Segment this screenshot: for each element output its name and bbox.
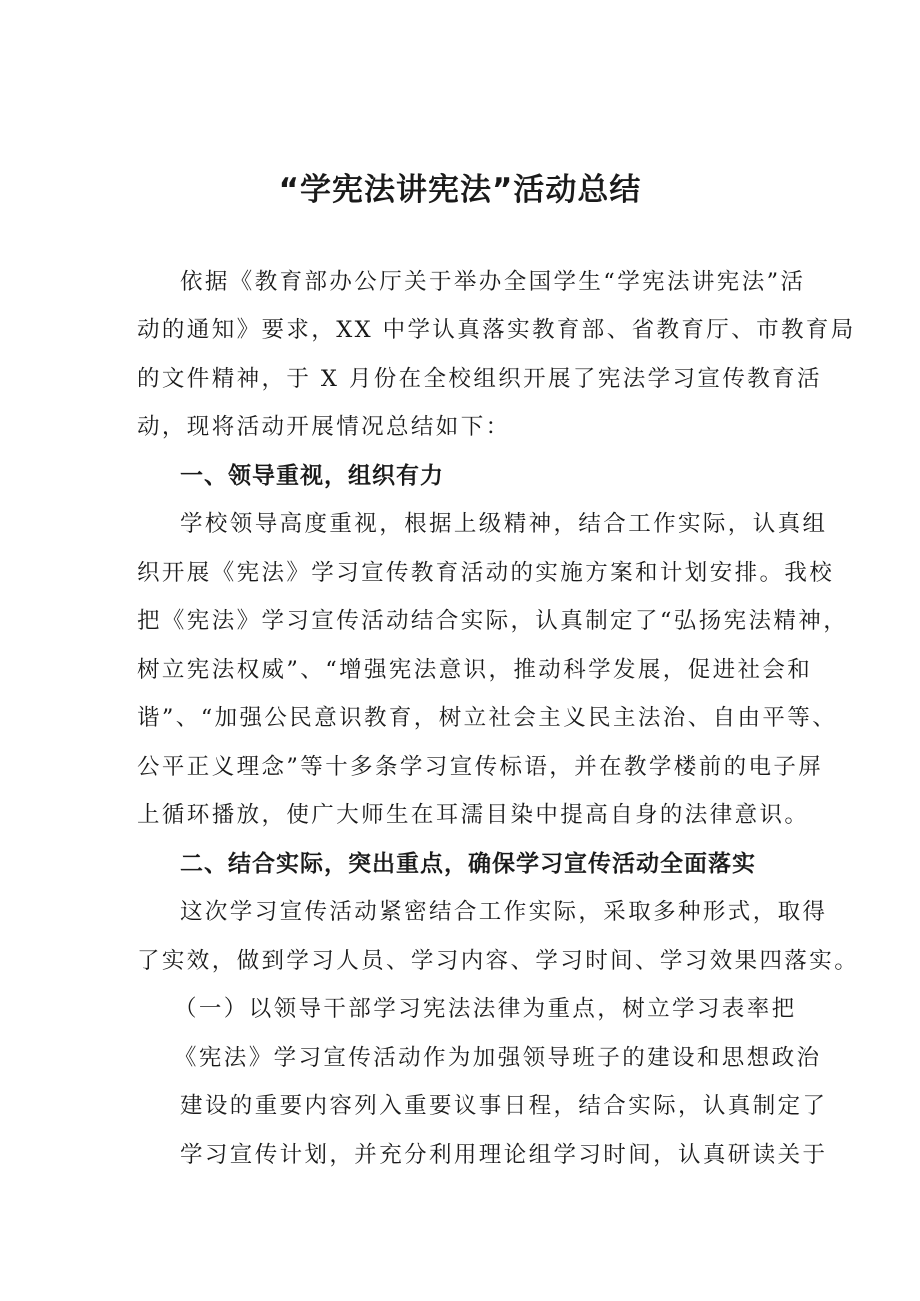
- paragraph-2-line-7: 上循环播放，使广大师生在耳濡目染中提高自身的法律意识。: [137, 802, 810, 828]
- paragraph-3-line-2: 了实效，做到学习人员、学习内容、学习时间、学习效果四落实。: [137, 948, 860, 974]
- section-heading-2: 二、结合实际，突出重点，确保学习宣传活动全面落实: [180, 851, 756, 877]
- paragraph-4-line-3: 建设的重要内容列入重要议事日程，结合实际，认真制定了: [180, 1093, 828, 1119]
- paragraph-3-line-1: 这次学习宣传活动紧密结合工作实际，采取多种形式，取得: [180, 899, 828, 925]
- document-title: “学宪法讲宪法”活动总结: [278, 172, 642, 208]
- paragraph-2-line-6: 公平正义理念”等十多条学习宣传标语，并在教学楼前的电子屏: [137, 754, 824, 780]
- paragraph-1-line-2: 动的通知》要求，XX 中学认真落实教育部、省教育厅、市教育局: [137, 317, 856, 343]
- paragraph-4-line-4: 学习宣传计划，并充分利用理论组学习时间，认真研读关于: [180, 1142, 828, 1168]
- paragraph-4-line-1: （一）以领导干部学习宪法法律为重点，树立学习表率把: [174, 996, 797, 1022]
- paragraph-2-line-4: 树立宪法权威”、“增强宪法意识，推动科学发展，促进社会和: [137, 657, 813, 683]
- section-heading-1: 一、领导重视，组织有力: [180, 463, 444, 489]
- paragraph-2-line-2: 织开展《宪法》学习宣传教育活动的实施方案和计划安排。我校: [137, 560, 835, 586]
- paragraph-4-line-2: 《宪法》学习宣传活动作为加强领导班子的建设和思想政治: [174, 1045, 822, 1071]
- paragraph-2-line-1: 学校领导高度重视，根据上级精神，结合工作实际，认真组: [180, 511, 828, 537]
- paragraph-2-line-5: 谐”、“加强公民意识教育，树立社会主义民主法治、自由平等、: [137, 705, 838, 731]
- paragraph-1-line-1: 依据《教育部办公厅关于举办全国学生“学宪法讲宪法”活: [180, 269, 806, 295]
- paragraph-2-line-3: 把《宪法》学习宣传活动结合实际，认真制定了“弘扬宪法精神，: [137, 608, 849, 634]
- paragraph-1-line-3: 的文件精神，于 X 月份在全校组织开展了宪法学习宣传教育活: [137, 366, 822, 392]
- paragraph-1-line-4: 动，现将活动开展情况总结如下：: [137, 414, 511, 440]
